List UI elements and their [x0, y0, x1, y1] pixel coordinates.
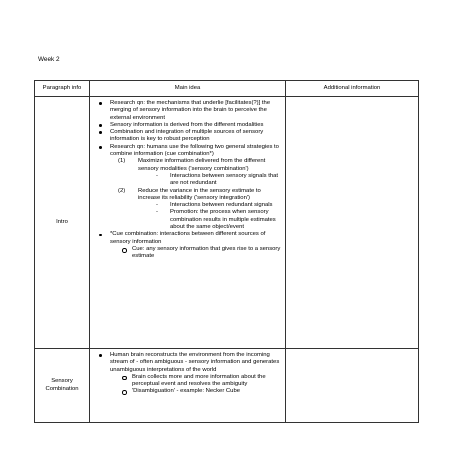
item-number: (2) — [118, 187, 126, 194]
paragraph-info-cell: Sensory Combination — [35, 349, 90, 423]
numbered-item — [116, 188, 281, 232]
list-item-text: Research qn: humans use the following two general strategies to combine information (cue combination*) — [110, 143, 279, 158]
table-row-sensory-combination — [35, 349, 419, 423]
notes-table — [34, 80, 419, 423]
main-idea-list — [94, 100, 281, 261]
document-title: Week 2 — [38, 56, 60, 63]
sub-item: - Promotion: the process when sensory combination results in multiple estimates about the same object/event — [150, 209, 281, 231]
sub-item: - Interactions between sensory signals that are not redundant — [150, 173, 281, 188]
list-item-text: *Cue combination: interactions between different sources of sensory information — [110, 231, 266, 245]
table-row-intro — [35, 97, 419, 349]
list-item — [94, 231, 281, 260]
numbered-item-text: Maximize information delivered from the different sensory modalities ('sensory combination') — [138, 158, 266, 172]
header-main-idea: Main idea — [90, 81, 286, 97]
item-number: (1) — [118, 158, 126, 165]
list-item — [94, 352, 281, 396]
additional-information-cell — [286, 97, 419, 349]
sub-item: 'Disambiguation' - example: Necker Cube — [118, 388, 281, 395]
list-item: Combination and integration of multiple sources of sensory information is key to robust perception — [94, 129, 281, 144]
list-item — [94, 144, 281, 232]
sub-item: Brain collects more and more information about the perceptual event and resolves the ambiguity — [118, 374, 281, 389]
header-additional-information: Additional information — [286, 81, 419, 97]
header-paragraph-info: Paragraph info — [35, 81, 90, 97]
numbered-item-text: Reduce the variance in the sensory estimate to increase its reliability ('sensory integration') — [138, 187, 261, 201]
sub-item: - Interactions between redundant signals — [150, 202, 281, 209]
list-item-text: Human brain reconstructs the environment from the incoming stream of - often ambiguous - sensory information and generates unambiguous interpretations of the world — [110, 352, 280, 373]
sub-item: Cue: any sensory information that gives rise to a sensory estimate — [118, 246, 281, 261]
numbered-item — [116, 158, 281, 187]
list-item: Research qn: the mechanisms that underlie [facilitates(?)] the merging of sensory information into the brain to perceive the external environment — [94, 100, 281, 122]
table-header-row — [35, 81, 419, 97]
main-idea-list — [94, 352, 281, 396]
main-idea-cell — [90, 349, 286, 423]
paragraph-info-cell: Intro — [35, 97, 90, 349]
additional-information-cell — [286, 349, 419, 423]
list-item: Sensory information is derived from the different modalities — [94, 122, 281, 129]
main-idea-cell — [90, 97, 286, 349]
